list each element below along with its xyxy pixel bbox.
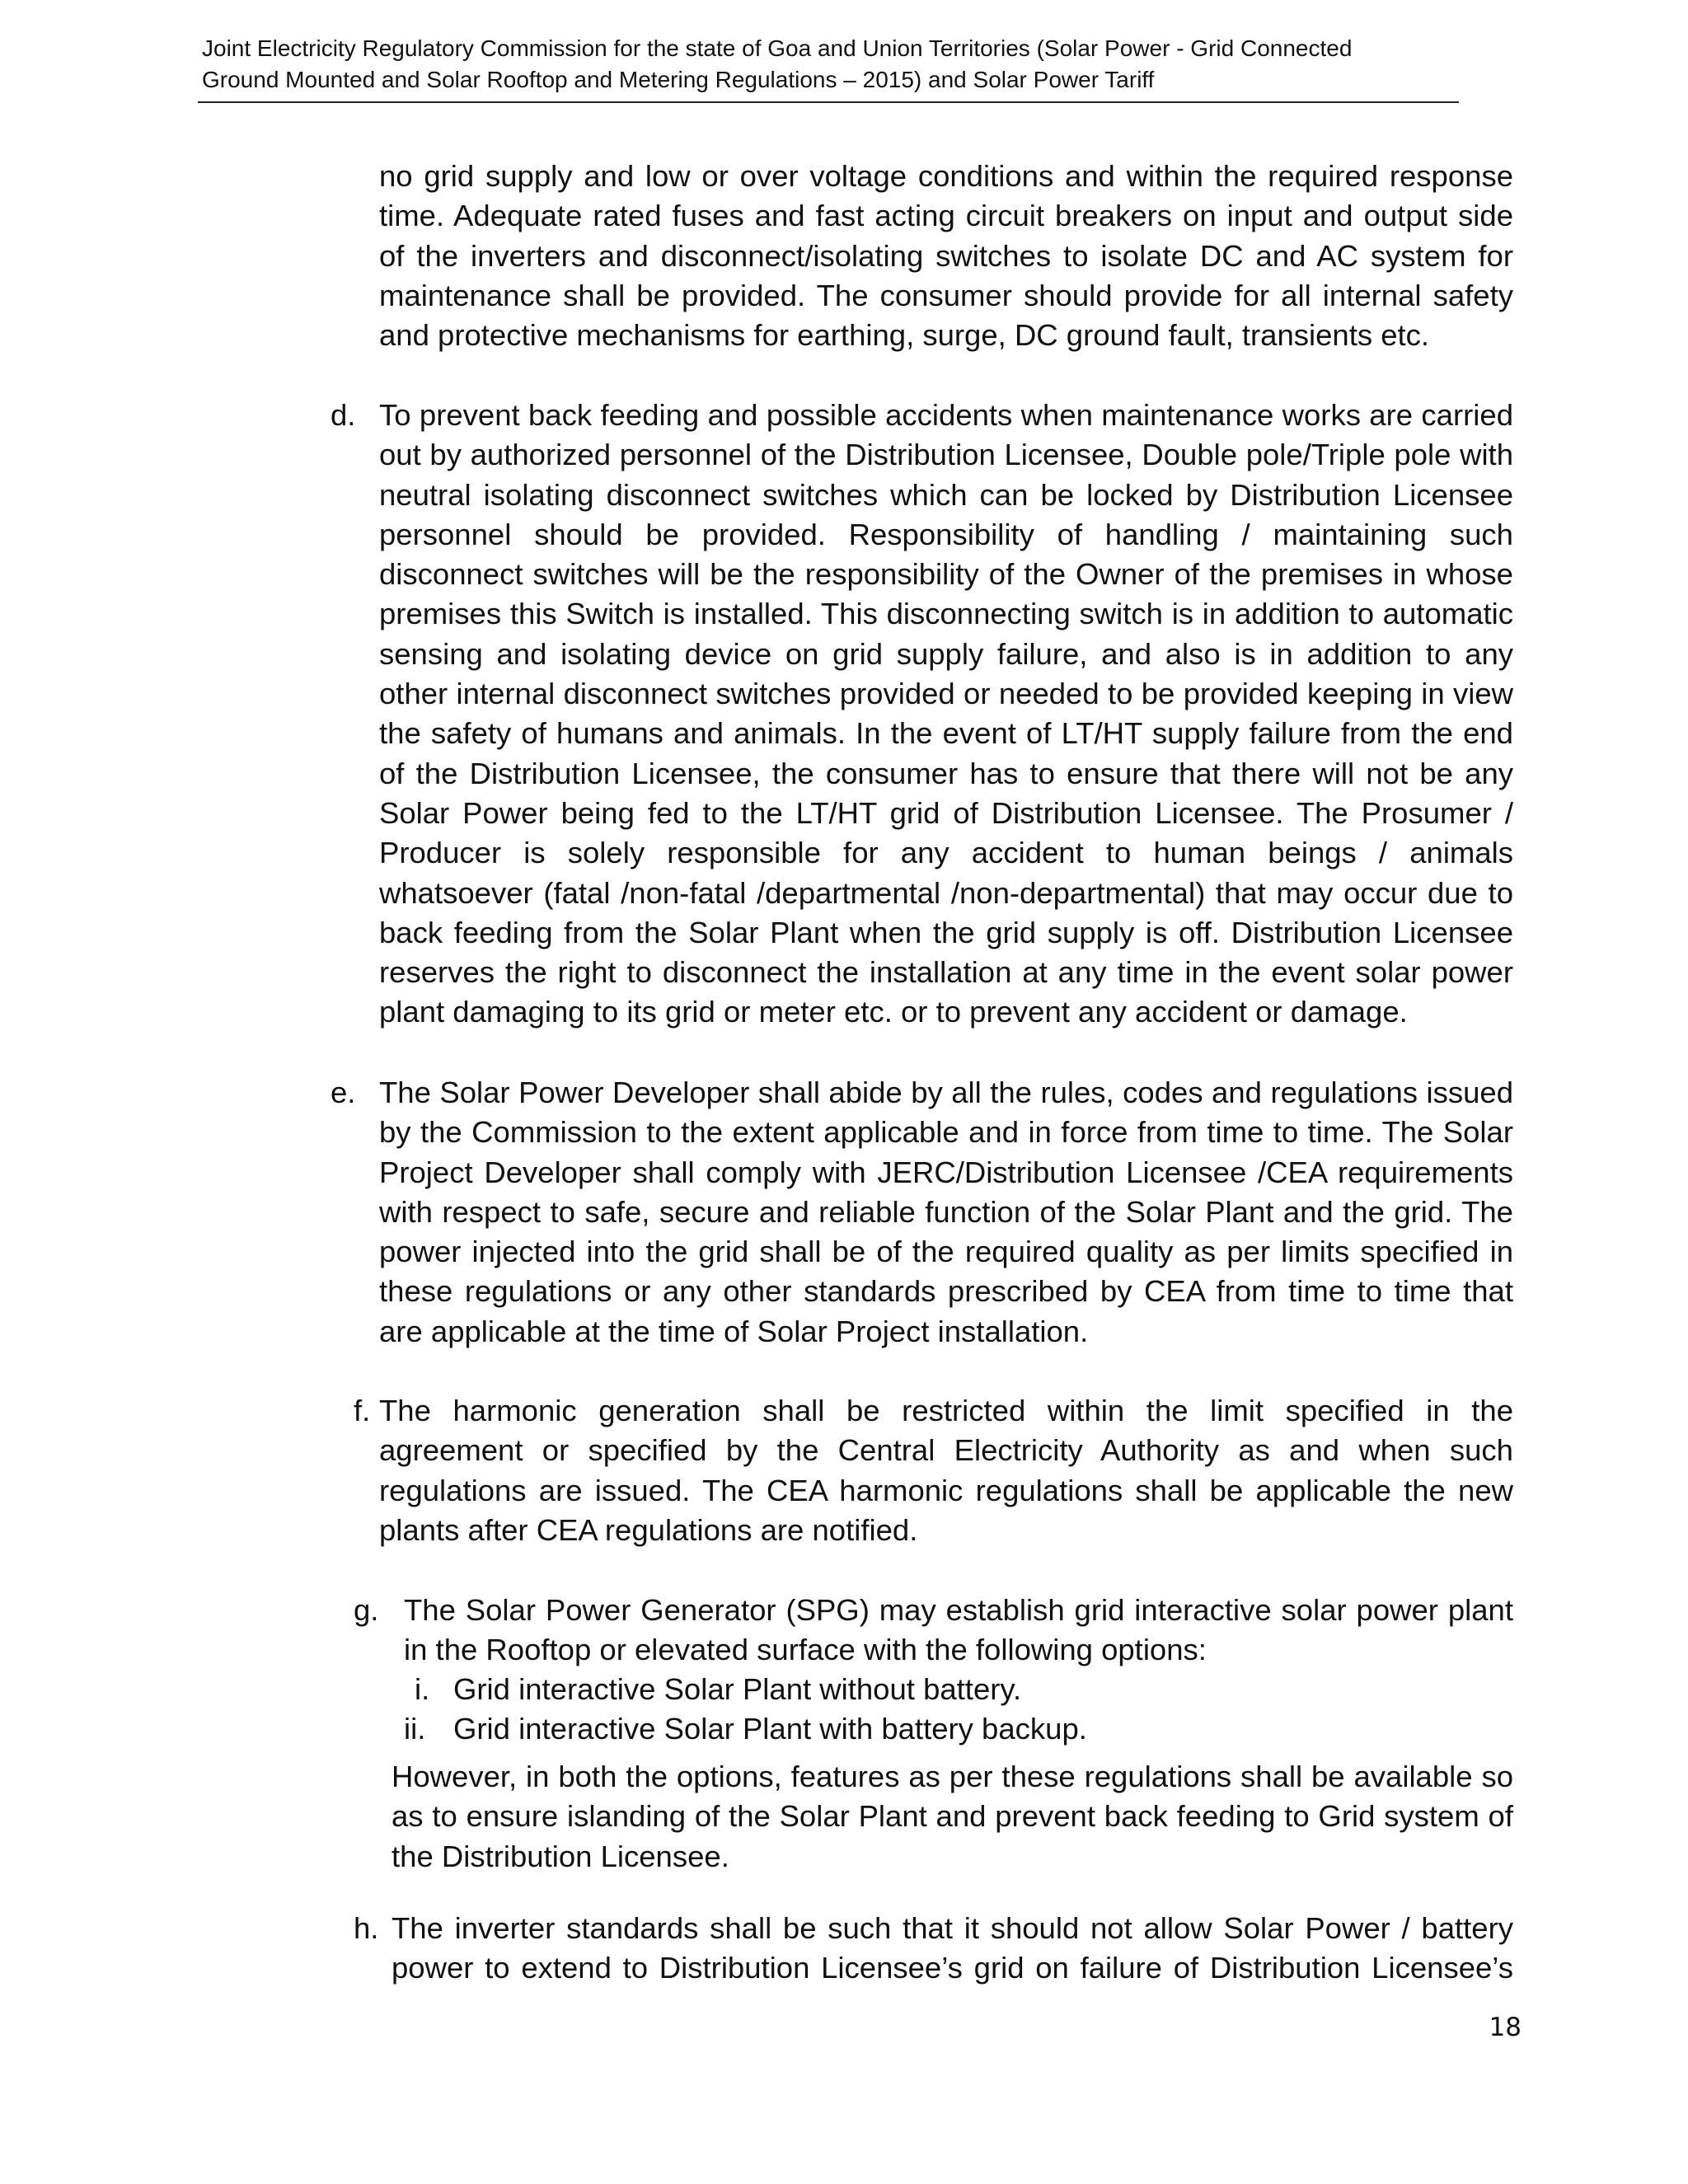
list-item-h: The inverter standards shall be such that it should not allow Solar Power / battery power to extend to Distribution Licensee’s grid on failure of Distribution Licensee’s (392, 1911, 1513, 1985)
running-header (202, 33, 1463, 96)
list-item-d: To prevent back feeding and possible accidents when maintenance works are carried out by authorized personnel of the Distribution Licensee, Double pole/Triple pole with neutral isolating disconnect switches which can be locked by Distribution Licensee personnel should be provided. Responsibility of handling / maintaining such disconnect switches will be the responsibility of the Owner of the premises in whose premises this Switch is installed. This disconnecting switch is in addition to automatic sensing and isolating device on grid supply failure, and also is in addition to any other internal disconnect switches provided or needed to be provided keeping in view the safety of humans and animals. In the event of LT/HT supply failure from the end of the Distribution Licensee, the consumer has to ensure that there will not be any Solar Power being fed to the LT/HT grid of Distribution Licensee. The Prosumer / Producer is solely responsible for any accident to human beings / animals whatsoever (fatal /non-fatal /departmental /non-departmental) that may occur due to back feeding from the Solar Plant when the grid supply is off. Distribution Licensee reserves the right to disconnect the installation at any time in the event solar power plant damaging to its grid or meter etc. or to prevent any accident or damage. (379, 398, 1513, 1029)
header-divider (198, 101, 1459, 103)
list-marker-g: g. (354, 1593, 379, 1627)
header-line-2: Ground Mounted and Solar Rooftop and Metering Regulations – 2015) and Solar Power Tariff (202, 67, 1155, 92)
sublist-marker-ii: ii. (404, 1712, 426, 1746)
list-item-g-after: However, in both the options, features as per these regulations shall be available so as to ensure islanding of the Solar Plant and prevent back feeding to Grid system of the Distribution Licensee. (392, 1760, 1513, 1873)
list-marker-f: f. (354, 1394, 371, 1427)
list-item-f: The harmonic generation shall be restricted within the limit specified in the agreement or specified by the Central Electricity Authority as and when such regulations are issued. The CEA harmonic regulations shall be applicable the new plants after CEA regulations are notified. (379, 1394, 1513, 1547)
list-item-e: The Solar Power Developer shall abide by all the rules, codes and regulations issued by the Commission to the extent applicable and in force from time to time. The Solar Project Developer shall comply with JERC/Distribution Licensee /CEA requirements with respect to safe, secure and reliable function of the Solar Plant and the grid. The power injected into the grid shall be of the required quality as per limits specified in these regulations or any other standards prescribed by CEA from time to time that are applicable at the time of Solar Project installation. (379, 1076, 1513, 1348)
page-number: 18 (1489, 2013, 1522, 2042)
continuation-paragraph: no grid supply and low or over voltage conditions and within the required response time. Adequate rated fuses and fast acting circuit breakers on input and output side of the inverters and disconnect/isolating switches to isolate DC and AC system for maintenance shall be provided. The consumer should provide for all internal safety and protective mechanisms for earthing, surge, DC ground fault, transients etc. (379, 159, 1513, 353)
sublist-marker-i: i. (415, 1672, 430, 1706)
sublist-item-i: Grid interactive Solar Plant without battery. (453, 1672, 1022, 1706)
list-marker-e: e. (331, 1076, 356, 1109)
header-line-1: Joint Electricity Regulatory Commission for the state of Goa and Union Territories (Solar Power - Grid Connected (202, 35, 1353, 61)
list-marker-d: d. (331, 398, 356, 432)
list-item-g: The Solar Power Generator (SPG) may establish grid interactive solar power plant in the Rooftop or elevated surface with the following options: (404, 1593, 1513, 1667)
sublist-item-ii: Grid interactive Solar Plant with battery backup. (453, 1712, 1087, 1746)
list-marker-h: h. (354, 1911, 379, 1945)
